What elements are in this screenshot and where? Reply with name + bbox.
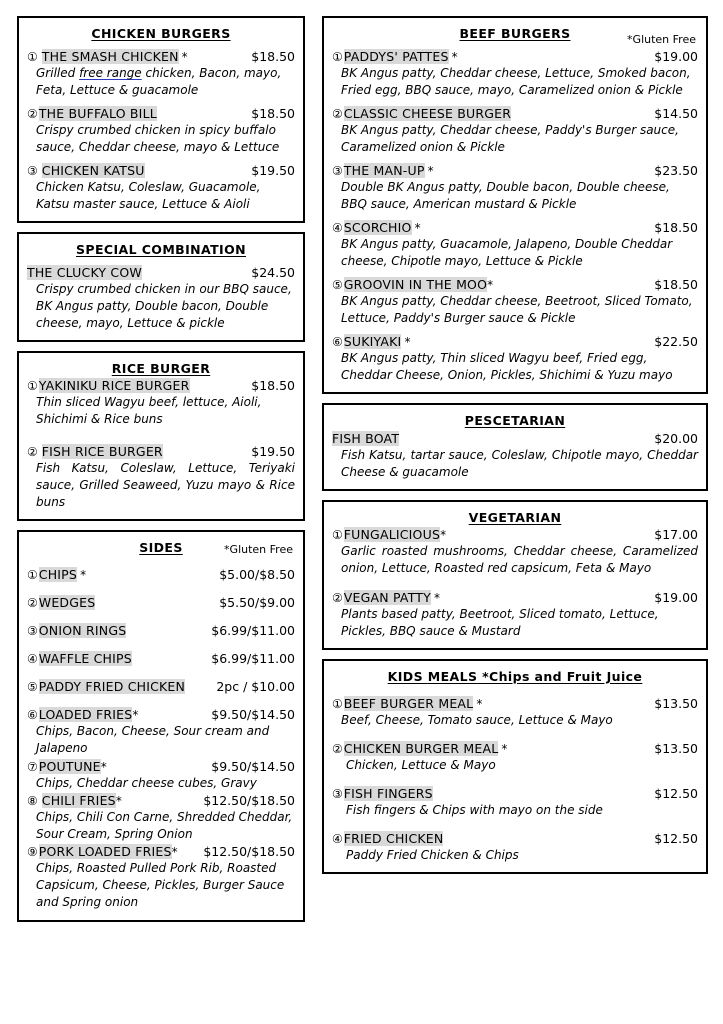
item-number: ③ xyxy=(27,164,38,179)
item-price: $20.00 xyxy=(654,431,698,447)
item-description: Chips, Cheddar cheese cubes, Gravy xyxy=(36,775,257,790)
section-title-text: RICE BURGER xyxy=(111,361,211,377)
gluten-free-star: * xyxy=(171,844,178,859)
item-description: BK Angus patty, Guacamole, Jalapeno, Double Cheddar cheese, Chipotle mayo, Lettuce & Pickle xyxy=(341,237,673,269)
item-price: $17.00 xyxy=(654,527,698,543)
item-number: ④ xyxy=(332,221,343,236)
item-description: Chips, Roasted Pulled Pork Rib, Roasted Capsicum, Cheese, Pickles, Burger Sauce and Spring onion xyxy=(36,860,285,909)
desc-prefix: Grilled xyxy=(36,66,80,80)
item-name: FRIED CHICKEN xyxy=(343,830,444,846)
section-sides xyxy=(17,530,305,921)
section-title-text: KIDS xyxy=(387,668,428,684)
item-name: THE SMASH CHICKEN xyxy=(41,49,179,64)
section-vegetarian xyxy=(322,500,708,649)
menu-item xyxy=(27,651,295,666)
item-name: YAKINIKU RICE BURGER xyxy=(38,378,190,394)
gluten-free-note: *Gluten Free xyxy=(224,543,293,557)
item-description: Plants based patty, Beetroot, Sliced tomato, Lettuce, Pickles, BBQ sauce & Mustard xyxy=(341,606,659,638)
menu-item xyxy=(27,567,295,582)
item-price: $18.50 xyxy=(654,220,698,236)
item-number: ⑤ xyxy=(332,278,343,293)
section-title-link[interactable]: MEALS xyxy=(427,668,478,684)
item-number: ① xyxy=(332,50,343,64)
item-name: THE CLUCKY COW xyxy=(27,265,142,281)
item-name: FISH RICE BURGER xyxy=(41,444,163,460)
menu-item xyxy=(27,595,295,610)
section-chicken-burgers xyxy=(17,16,305,223)
gluten-free-note: *Gluten Free xyxy=(627,33,696,46)
gluten-free-star: * xyxy=(440,528,447,543)
item-name: PADDY FRIED CHICKEN xyxy=(38,679,186,695)
item-price: $13.50 xyxy=(654,740,698,756)
item-description: BK Angus patty, Thin sliced Wagyu beef, Fried egg, Cheddar Cheese, Onion, Pickles, Shichimi & Yuzu mayo xyxy=(341,351,673,383)
section-kids-meals xyxy=(322,659,708,874)
item-name: BEEF BURGER MEAL xyxy=(343,695,474,711)
item-number: ② xyxy=(332,590,343,605)
section-special-combination xyxy=(17,232,305,342)
item-name: WAFFLE CHIPS xyxy=(38,651,132,667)
item-name: THE MAN-UP xyxy=(343,163,425,179)
item-name: GROOVIN IN THE MOO xyxy=(343,277,488,293)
item-description: BK Angus patty, Cheddar cheese, Beetroot, Sliced Tomato, Lettuce, Paddy's Burger sauce & Pickle xyxy=(341,294,693,326)
item-number: ① xyxy=(27,379,38,394)
section-title-text: SPECIAL COMBINATION xyxy=(76,242,246,258)
item-price: $12.50 xyxy=(654,785,698,801)
menu-item xyxy=(27,49,295,99)
section-title-vegetarian xyxy=(332,510,698,525)
item-description: Garlic roasted mushrooms, Cheddar cheese, Caramelized onion, Lettuce, Roasted red capsicum, Feta & Mayo xyxy=(341,544,698,576)
section-title-rice-burger xyxy=(27,361,295,376)
item-description: Chicken, Lettuce & Mayo xyxy=(346,757,496,772)
item-description: BK Angus patty, Cheddar cheese, Paddy's Burger sauce, Caramelized onion & Pickle xyxy=(341,123,679,155)
item-name: ONION RINGS xyxy=(38,623,127,639)
item-price: $6.99/$11.00 xyxy=(211,651,295,667)
item-description: Paddy Fried Chicken & Chips xyxy=(346,847,519,862)
item-number: ① xyxy=(332,696,343,711)
item-name: PADDYS' PATTES xyxy=(343,49,449,64)
item-number: ① xyxy=(27,568,38,583)
item-number: ③ xyxy=(332,786,343,801)
item-description: BK Angus patty, Cheddar cheese, Lettuce, Smoked bacon, Fried egg, BBQ sauce, mayo, Caramelized onion & Pickle xyxy=(341,66,691,98)
desc-link[interactable]: free range xyxy=(79,66,142,80)
item-price: $14.50 xyxy=(654,106,698,122)
right-column xyxy=(322,16,708,874)
item-number: ⑤ xyxy=(27,680,38,695)
menu-item xyxy=(332,334,698,384)
item-number: ⑦ xyxy=(27,759,38,774)
item-number: ⑧ xyxy=(27,793,38,808)
item-number: ② xyxy=(27,107,38,122)
gluten-free-star: * xyxy=(100,759,107,774)
gluten-free-star: * xyxy=(476,696,483,711)
gluten-free-star: * xyxy=(487,278,494,293)
menu-item xyxy=(27,106,295,156)
menu-item xyxy=(27,163,295,213)
item-name: VEGAN PATTY xyxy=(343,589,431,605)
item-price: $5.50/$9.00 xyxy=(219,595,295,611)
menu-item xyxy=(27,793,295,843)
item-name: POUTUNE xyxy=(38,758,101,774)
section-beef-burgers xyxy=(322,16,708,394)
menu-item xyxy=(27,707,295,757)
gluten-free-star: * xyxy=(181,50,188,64)
item-price: $5.00/$8.50 xyxy=(219,567,295,583)
item-description: Chips, Chili Con Carne, Shredded Cheddar, Sour Cream, Spring Onion xyxy=(36,809,293,841)
gluten-free-star: * xyxy=(451,50,458,64)
item-number: ⑨ xyxy=(27,844,38,859)
item-name: WEDGES xyxy=(38,595,96,611)
item-price: $12.50/$18.50 xyxy=(203,843,295,859)
item-number: ② xyxy=(332,107,343,122)
item-price: $19.00 xyxy=(654,49,698,64)
item-description: Chicken Katsu, Coleslaw, Guacamole, Katsu master sauce, Lettuce & Aioli xyxy=(36,180,261,212)
menu-item xyxy=(27,679,295,694)
section-title-text: SIDES xyxy=(139,540,183,556)
menu-item xyxy=(27,844,295,911)
item-number: ⑥ xyxy=(27,708,38,723)
item-number: ⑥ xyxy=(332,335,343,350)
menu-item xyxy=(27,623,295,638)
gluten-free-star: * xyxy=(132,708,139,723)
menu-item xyxy=(332,106,698,156)
section-title-text: VEGETARIAN xyxy=(468,510,562,526)
desc-suffix: chicken, Bacon, mayo, Feta, Lettuce & guacamole xyxy=(36,66,282,98)
left-column xyxy=(17,16,305,922)
section-pescetarian xyxy=(322,403,708,491)
item-name: FUNGALICIOUS xyxy=(343,527,441,543)
item-price: $24.50 xyxy=(251,265,295,281)
gluten-free-star: * xyxy=(427,164,434,179)
item-price: $19.00 xyxy=(654,589,698,605)
item-name: PORK LOADED FRIES xyxy=(38,843,172,859)
item-price: 2pc / $10.00 xyxy=(216,679,295,695)
item-description: Fish Katsu, Coleslaw, Lettuce, Teriyaki sauce, Grilled Seaweed, Yuzu mayo & Rice buns xyxy=(36,461,295,510)
item-price: $9.50/$14.50 xyxy=(211,707,295,723)
menu-item xyxy=(332,590,698,640)
item-name: FISH BOAT xyxy=(332,431,400,447)
item-number: ② xyxy=(27,445,38,460)
item-price: $22.50 xyxy=(654,334,698,350)
section-title-text: BEEF BURGERS xyxy=(459,26,571,41)
item-number: ① xyxy=(332,528,343,543)
menu-item xyxy=(27,759,295,792)
menu-item xyxy=(332,163,698,213)
section-title-sides xyxy=(27,540,295,555)
menu-item xyxy=(332,786,698,819)
menu-item xyxy=(332,527,698,577)
item-number: ④ xyxy=(27,652,38,667)
section-title-special-combination xyxy=(27,242,295,257)
item-price: $12.50 xyxy=(654,830,698,846)
item-name: THE BUFFALO BILL xyxy=(38,106,157,122)
item-name: SUKIYAKI xyxy=(343,334,402,350)
gluten-free-star: * xyxy=(501,741,508,756)
item-description: Double BK Angus patty, Double bacon, Double cheese, BBQ sauce, American mustard & Pickle xyxy=(341,180,670,212)
section-title-beef-burgers xyxy=(332,26,698,46)
menu-item xyxy=(332,696,698,729)
menu-item xyxy=(332,741,698,774)
gluten-free-star: * xyxy=(80,568,87,583)
gluten-free-star: * xyxy=(115,793,122,808)
item-price: $19.50 xyxy=(251,444,295,460)
item-name: LOADED FRIES xyxy=(38,707,133,723)
item-description: Thin sliced Wagyu beef, lettuce, Aioli, Shichimi & Rice buns xyxy=(36,395,262,427)
menu-item xyxy=(332,431,698,481)
item-price: $6.99/$11.00 xyxy=(211,623,295,639)
item-number: ③ xyxy=(27,624,38,639)
item-price: $13.50 xyxy=(654,695,698,711)
menu-item xyxy=(27,444,295,511)
menu-item xyxy=(332,831,698,864)
section-title-note: *Chips and Fruit Juice xyxy=(477,668,643,684)
section-title-kids-meals xyxy=(332,669,698,684)
item-description: Chips, Bacon, Cheese, Sour cream and Jalapeno xyxy=(36,724,270,756)
item-name: FISH FINGERS xyxy=(343,785,433,801)
section-title-chicken-burgers xyxy=(27,26,295,41)
item-price: $9.50/$14.50 xyxy=(211,758,295,774)
item-name: CHILI FRIES xyxy=(41,792,116,808)
menu-item xyxy=(27,265,295,332)
item-name: SCORCHIO xyxy=(343,220,412,236)
item-name: CHICKEN BURGER MEAL xyxy=(343,740,499,756)
item-name: CHICKEN KATSU xyxy=(41,163,145,179)
item-number: ④ xyxy=(332,831,343,846)
item-price: $19.50 xyxy=(251,163,295,179)
item-price: $12.50/$18.50 xyxy=(203,792,295,808)
item-description: Fish Katsu, tartar sauce, Coleslaw, Chipotle mayo, Cheddar Cheese & guacamole xyxy=(341,448,698,480)
item-description: Crispy crumbed chicken in spicy buffalo sauce, Cheddar cheese, mayo & Lettuce xyxy=(36,123,280,155)
item-name: CLASSIC CHEESE BURGER xyxy=(343,106,512,122)
item-price: $18.50 xyxy=(654,277,698,293)
item-number: ② xyxy=(332,741,343,756)
menu-item xyxy=(332,220,698,270)
section-title-text: CHICKEN BURGERS xyxy=(91,26,231,41)
section-title-text: PESCETARIAN xyxy=(464,413,566,429)
item-description: Beef, Cheese, Tomato sauce, Lettuce & Mayo xyxy=(341,712,613,727)
item-number: ② xyxy=(27,596,38,611)
item-price: $18.50 xyxy=(251,378,295,394)
item-price: $23.50 xyxy=(654,163,698,179)
item-number: ① xyxy=(27,50,38,64)
item-number: ③ xyxy=(332,164,343,179)
menu-item xyxy=(27,378,295,428)
menu-item xyxy=(332,49,698,99)
item-description xyxy=(36,65,295,99)
section-rice-burger xyxy=(17,351,305,521)
item-price: $18.50 xyxy=(251,106,295,122)
gluten-free-star: * xyxy=(404,335,411,350)
gluten-free-star: * xyxy=(433,590,440,605)
item-description: Crispy crumbed chicken in our BBQ sauce, BK Angus patty, Double bacon, Double cheese, mayo, Lettuce & pickle xyxy=(36,282,292,331)
item-price: $18.50 xyxy=(251,49,295,64)
gluten-free-star: * xyxy=(414,221,421,236)
item-name: CHIPS xyxy=(38,567,78,583)
section-title-pescetarian xyxy=(332,413,698,428)
item-description: Fish fingers & Chips with mayo on the side xyxy=(346,802,603,817)
menu-item xyxy=(332,277,698,327)
